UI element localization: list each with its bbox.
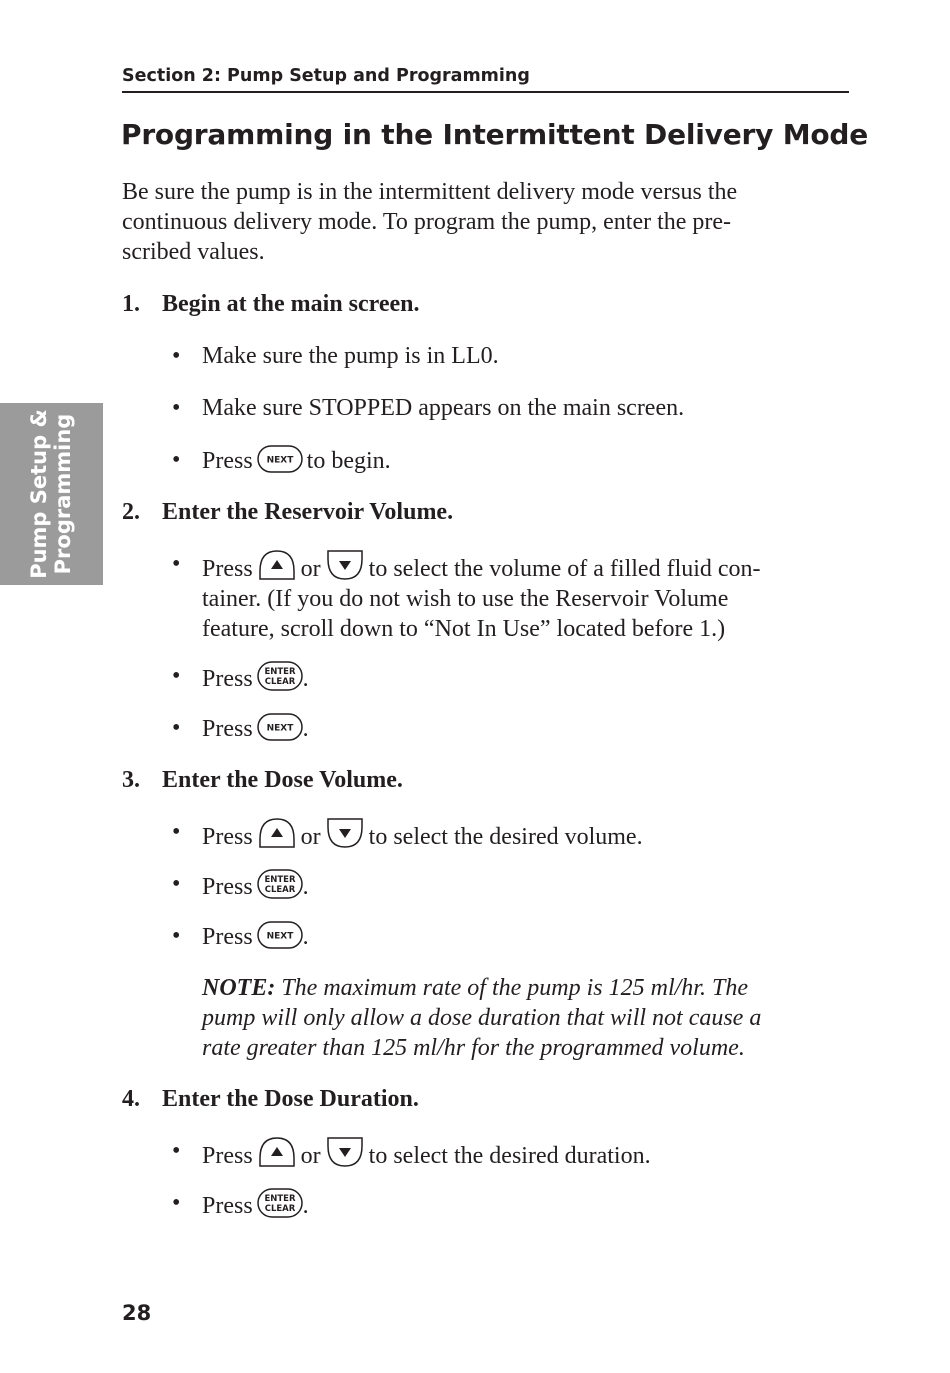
clear-key-label: CLEAR [264,677,295,687]
step-heading-text: Enter the Dose Duration. [162,1086,419,1112]
bullet-line: feature, scroll down to “Not In Use” located before 1.) [202,616,726,642]
bullet-icon: • [172,715,181,741]
step-number: 2. [122,499,140,525]
press-word: Press [202,556,253,582]
step-4-heading [122,1084,419,1114]
bullet-text [202,817,643,852]
enter-key-label: ENTER [264,667,296,677]
bullet-line [202,549,761,584]
bullet-icon: • [172,871,181,897]
bullet-text [202,549,761,644]
or-word: or [300,556,321,582]
step-number: 4. [122,1086,140,1112]
bullet-icon: • [172,1190,181,1216]
next-key-icon [257,713,303,741]
up-arrow-key-icon [257,1136,297,1168]
or-word: or [300,824,321,850]
intro-paragraph [122,177,842,267]
step-number: 1. [122,291,140,317]
clear-key-label: CLEAR [264,1204,295,1214]
press-word: Press [202,824,253,850]
bullet-text [202,869,309,902]
press-word: Press [202,924,253,950]
enter-clear-key-icon [257,869,303,899]
note-line: pump will only allow a dose duration that will not cause a [202,1005,762,1031]
section-side-tab [0,403,103,585]
press-word: Press [202,448,253,474]
bullet-text [202,1136,651,1171]
step-1-heading [122,289,420,319]
next-key-label: NEXT [266,723,294,734]
next-key-label: NEXT [266,931,294,942]
bullet-line-text: to select the desired volume. [368,824,643,850]
bullet-text: Make sure STOPPED appears on the main screen. [202,395,685,421]
up-arrow-key-icon [257,549,297,581]
down-arrow-key-icon [325,549,365,581]
bullet-text [202,445,391,476]
period: . [302,1193,309,1219]
enter-key-label: ENTER [264,1194,296,1204]
bullet-icon: • [172,923,181,949]
list-item [172,549,832,642]
step-heading-text: Begin at the main screen. [162,291,420,317]
bullet-text [202,1188,309,1221]
bullet-icon: • [172,395,181,421]
step-1-press-suffix: to begin. [306,448,391,474]
side-tab-label [27,409,75,579]
running-head: Section 2: Pump Setup and Programming [122,66,530,86]
bullet-icon: • [172,663,181,689]
header-rule [122,91,849,93]
or-word: or [300,1143,321,1169]
note-line-1-text: The maximum rate of the pump is 125 ml/hr. The [281,975,748,1001]
up-arrow-key-icon [257,817,297,849]
enter-clear-key-icon [257,661,303,691]
bullet-icon: • [172,447,181,473]
page-number: 28 [122,1301,152,1325]
intro-line-3: scribed values. [122,239,265,265]
press-word: Press [202,666,253,692]
bullet-text [202,921,309,952]
bullet-icon: • [172,551,181,577]
step-heading-text: Enter the Reservoir Volume. [162,499,454,525]
page-title: Programming in the Intermittent Delivery Mode [121,118,869,151]
enter-clear-key-icon [257,1188,303,1218]
note-label: NOTE: [202,975,276,1001]
intro-line-1: Be sure the pump is in the intermittent delivery mode versus the [122,179,738,205]
period: . [302,924,309,950]
bullet-text [202,713,309,744]
clear-key-label: CLEAR [264,885,295,895]
period: . [302,716,309,742]
press-word: Press [202,874,253,900]
bullet-icon: • [172,819,181,845]
down-arrow-key-icon [325,817,365,849]
press-word: Press [202,1143,253,1169]
period: . [302,874,309,900]
note-line: rate greater than 125 ml/hr for the programmed volume. [202,1035,745,1061]
note-line [202,973,842,1003]
next-key-label: NEXT [266,455,294,466]
step-3-heading [122,765,403,795]
bullet-icon: • [172,343,181,369]
next-key-icon [257,921,303,949]
press-word: Press [202,1193,253,1219]
bullet-line-text: to select the desired duration. [368,1143,651,1169]
side-tab-line-2: Programming [51,413,75,575]
bullet-line: tainer. (If you do not wish to use the Reservoir Volume [202,586,729,612]
next-key-icon [257,445,303,473]
bullet-text: Make sure the pump is in LL0. [202,343,499,369]
bullet-text [202,661,309,694]
side-tab-line-1: Pump Setup & [27,409,51,579]
down-arrow-key-icon [325,1136,365,1168]
step-2-heading [122,497,453,527]
step-heading-text: Enter the Dose Volume. [162,767,403,793]
note-block [202,973,842,1063]
period: . [302,666,309,692]
enter-key-label: ENTER [264,875,296,885]
bullet-icon: • [172,1138,181,1164]
step-number: 3. [122,767,140,793]
intro-line-2: continuous delivery mode. To program the pump, enter the pre- [122,209,732,235]
press-word: Press [202,716,253,742]
bullet-line-text: to select the volume of a filled fluid con- [368,556,761,582]
